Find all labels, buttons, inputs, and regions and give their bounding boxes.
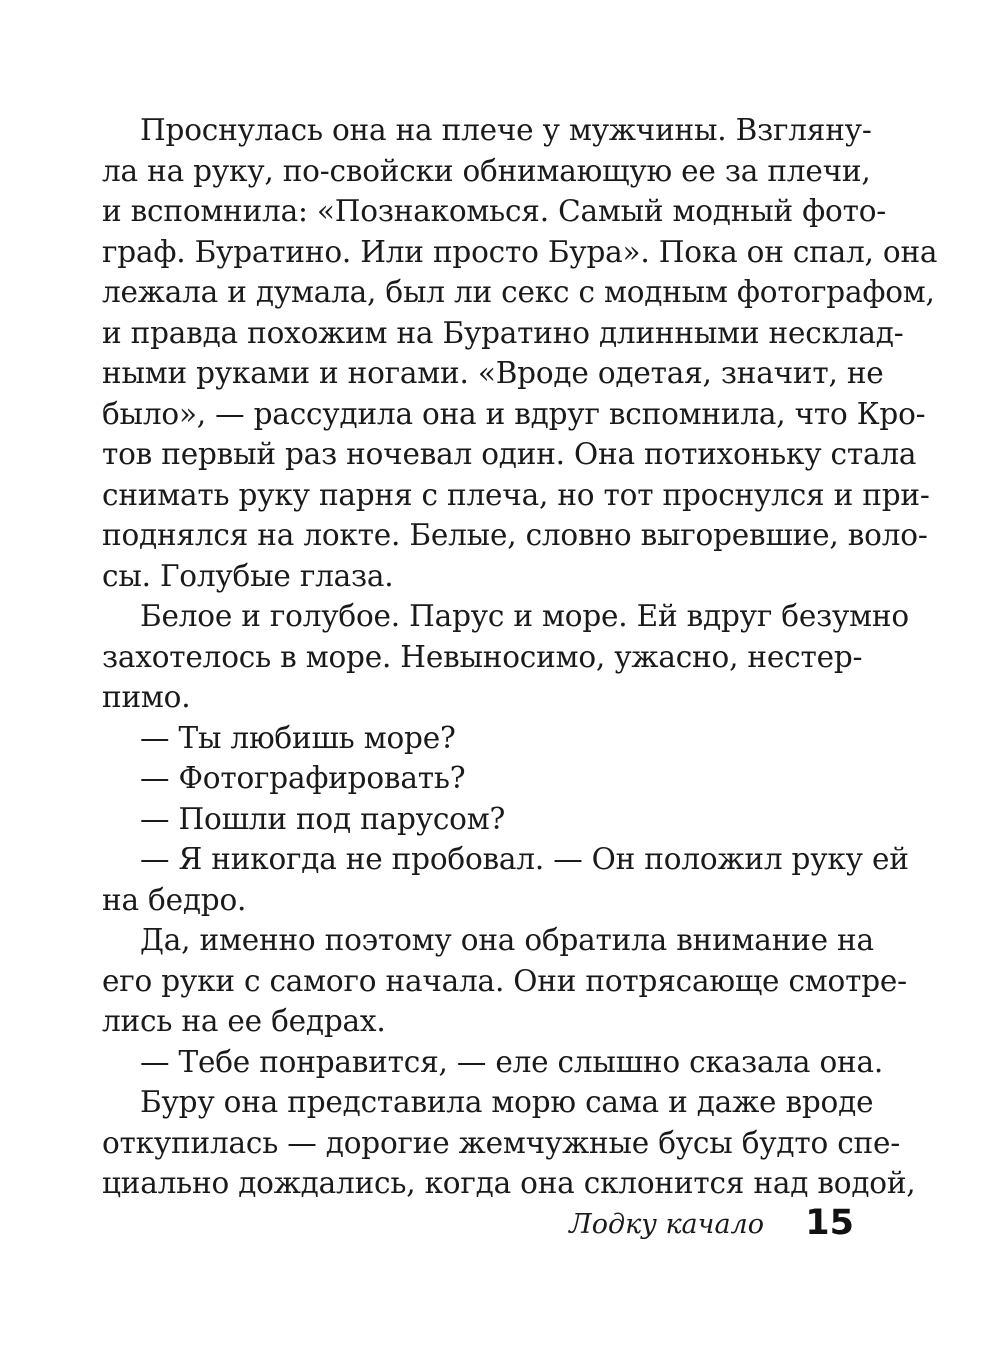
- text-line: Проснулась она на плече у мужчины. Взгляну-: [140, 113, 872, 147]
- text-line: было», — рассудила она и вдруг вспомнила, что Кро-: [102, 396, 926, 431]
- text-line: циально дождались, когда она склонится над водой,: [102, 1166, 916, 1200]
- text-line: лись на ее бедрах.: [102, 1004, 386, 1038]
- text-line: снимать руку парня с плеча, но тот проснулся и при-: [102, 477, 930, 512]
- text-line: — Пошли под парусом?: [140, 801, 506, 836]
- text-line: Да, именно поэтому она обратила внимание на: [140, 923, 874, 957]
- text-line: — Фотографировать?: [140, 761, 466, 795]
- body-text: [102, 110, 938, 1204]
- text-line: и правда похожим на Буратино длинными несклад-: [102, 315, 904, 350]
- text-line: ла на руку, по-свойски обнимающую ее за плечи,: [102, 153, 871, 188]
- text-line: — Тебе понравится, — еле слышно сказала она.: [140, 1044, 884, 1079]
- text-line: — Я никогда не пробовал. — Он положил руку ей: [140, 842, 909, 876]
- text-line: — Ты любишь море?: [140, 720, 456, 755]
- text-line: ными руками и ногами. «Вроде одетая, значит, не: [102, 356, 884, 390]
- text-line: захотелось в море. Невыносимо, ужасно, нестер-: [102, 639, 863, 674]
- text-line: граф. Буратино. Или просто Бура». Пока он спал, она: [102, 234, 938, 269]
- text-line: тов первый раз ночевал один. Она потихоньку стала: [102, 437, 917, 471]
- text-line: откупилась — дорогие жемчужные бусы будто спе-: [102, 1125, 901, 1160]
- text-line: пимо.: [102, 680, 191, 714]
- text-line: на бедро.: [102, 882, 247, 917]
- text-line: его руки с самого начала. Они потрясающе смотре-: [102, 963, 907, 998]
- text-line: поднялся на локте. Белые, словно выгоревшие, воло-: [102, 518, 928, 552]
- text-line: и вспомнила: «Познакомься. Самый модный фото-: [102, 194, 887, 228]
- text-line: Буру она представила морю сама и даже вроде: [140, 1085, 874, 1119]
- running-footer-title: Лодку качало: [569, 1209, 764, 1240]
- page-number: 15: [805, 1203, 854, 1243]
- text-line: лежала и думала, был ли секс с модным фотографом,: [102, 275, 935, 309]
- text-line: сы. Голубые глаза.: [102, 558, 394, 593]
- text-line: Белое и голубое. Парус и море. Ей вдруг безумно: [140, 599, 909, 633]
